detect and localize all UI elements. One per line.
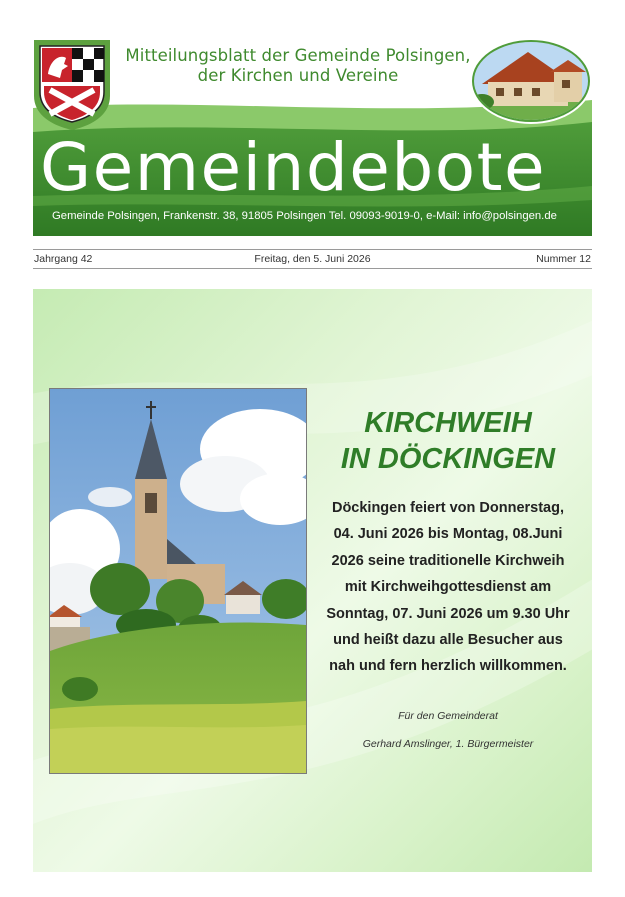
house-photo-icon bbox=[470, 38, 592, 124]
body-line: nah und fern herzlich willkommen. bbox=[329, 658, 567, 675]
page-title: Gemeindebote bbox=[40, 129, 547, 206]
article-panel bbox=[33, 289, 592, 872]
header bbox=[0, 0, 625, 236]
issue-date: Freitag, den 5. Juni 2026 bbox=[254, 253, 371, 265]
header-subtitle bbox=[118, 46, 478, 86]
issue-number: Nummer 12 bbox=[536, 253, 591, 265]
church-photo-icon bbox=[50, 389, 306, 773]
headline-line-2: IN DÖCKINGEN bbox=[340, 443, 556, 475]
signature-mayor: Gerhard Amslinger, 1. Bürgermeister bbox=[362, 738, 534, 750]
body-line: und heißt dazu alle Besucher aus bbox=[333, 632, 563, 649]
body-line: Döckingen feiert von Donnerstag, bbox=[331, 500, 565, 516]
body-line: mit Kirchweihgottesdienst am bbox=[344, 579, 552, 596]
municipal-coat-of-arms-icon bbox=[34, 40, 110, 128]
body-line: Sonntag, 07. Juni 2026 um 9.30 Uhr bbox=[326, 605, 570, 622]
signature-council: Für den Gemeinderat bbox=[398, 710, 498, 722]
issue-info-line bbox=[33, 249, 592, 269]
header-address: Gemeinde Polsingen, Frankenstr. 38, 91805 Polsingen Tel. 09093-9019-0, e-Mail: info@polsingen.de bbox=[52, 210, 557, 222]
body-line: 2026 seine traditionelle Kirchweih bbox=[331, 552, 565, 569]
subtitle-line-1: Mitteilungsblatt der Gemeinde Polsingen, bbox=[125, 46, 471, 65]
volume-label: Jahrgang 42 bbox=[34, 253, 93, 265]
church-photo bbox=[49, 388, 307, 774]
article-body bbox=[316, 495, 580, 680]
subtitle-line-2: der Kirchen und Vereine bbox=[197, 66, 399, 85]
headline-line-1: KIRCHWEIH bbox=[364, 407, 532, 439]
article-headline bbox=[313, 405, 583, 477]
body-line: 04. Juni 2026 bis Montag, 08.Juni bbox=[333, 526, 563, 543]
